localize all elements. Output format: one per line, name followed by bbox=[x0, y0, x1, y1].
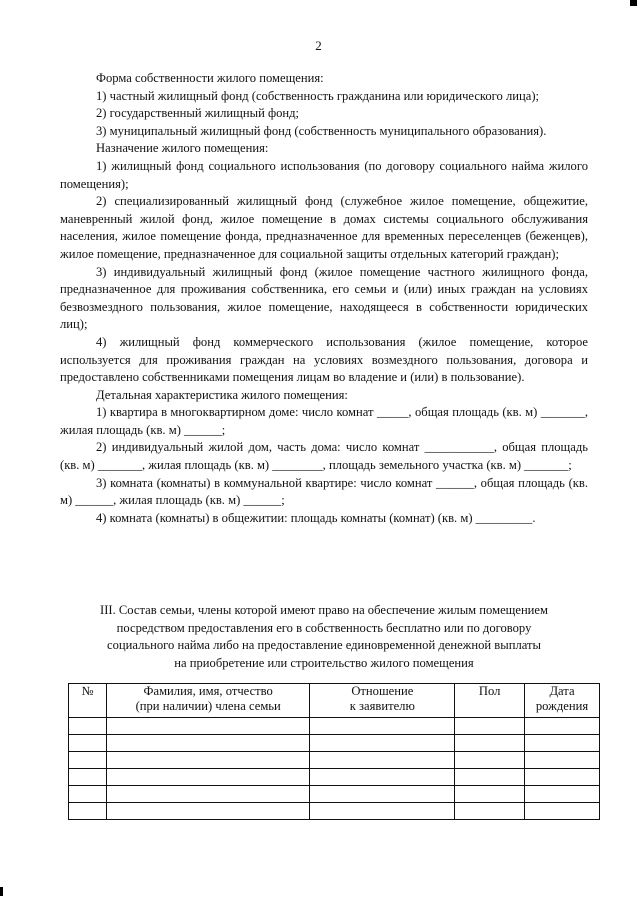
table-cell[interactable] bbox=[455, 735, 525, 752]
table-cell[interactable] bbox=[310, 735, 455, 752]
table-row bbox=[69, 752, 600, 769]
table-row bbox=[69, 786, 600, 803]
table-cell[interactable] bbox=[455, 718, 525, 735]
table-cell[interactable] bbox=[310, 803, 455, 820]
table-header-cell bbox=[525, 684, 600, 718]
table-cell[interactable] bbox=[525, 769, 600, 786]
section-heading-line: социального найма либо на предоставление единовременной денежной выплаты bbox=[107, 638, 541, 652]
table-row bbox=[69, 735, 600, 752]
table-header-cell bbox=[106, 684, 310, 718]
paragraph: 4) комната (комнаты) в общежитии: площадь комнаты (комнат) (кв. м) _________. bbox=[96, 510, 536, 525]
table-row bbox=[69, 769, 600, 786]
paragraph: 2) специализированный жилищный фонд (служебное жилое помещение, общежитие, маневренный жилой фонд, жилое помещение в домах системы социального обслуживания населения, жилое помещение фонда, предназначенное для временных переселенцев (беженцев), жилое помещение, предназначенное для социальной защиты отдельных категорий граждан); bbox=[60, 194, 588, 261]
paragraph: Назначение жилого помещения: bbox=[96, 141, 269, 156]
table-row bbox=[69, 718, 600, 735]
header-line-1: Отношение bbox=[351, 684, 414, 698]
table-cell[interactable] bbox=[69, 786, 107, 803]
section-heading bbox=[60, 602, 588, 672]
scan-mark-bottom-left bbox=[0, 887, 3, 896]
table-cell[interactable] bbox=[69, 803, 107, 820]
table-cell[interactable] bbox=[106, 769, 310, 786]
table-cell[interactable] bbox=[525, 803, 600, 820]
header-line-2: к заявителю bbox=[349, 699, 415, 713]
paragraph: 2) индивидуальный жилой дом, часть дома: число комнат ___________, общая площадь (кв. м) _______, жилая площадь (кв. м) ________, площадь земельного участка (кв. м) _______; bbox=[60, 440, 588, 473]
paragraph: 3) муниципальный жилищный фонд (собственность муниципального образования). bbox=[96, 123, 547, 138]
paragraph: Детальная характеристика жилого помещения: bbox=[96, 387, 348, 402]
table-cell[interactable] bbox=[310, 786, 455, 803]
table-cell[interactable] bbox=[310, 752, 455, 769]
table-cell[interactable] bbox=[69, 735, 107, 752]
section-heading-line: на приобретение или строительство жилого помещения bbox=[174, 655, 474, 670]
table-cell[interactable] bbox=[455, 769, 525, 786]
paragraph: Форма собственности жилого помещения: bbox=[96, 71, 324, 85]
table-cell[interactable] bbox=[525, 786, 600, 803]
paragraph: 1) жилищный фонд социального использования (по договору социального найма жилого помещения); bbox=[60, 158, 588, 191]
header-line-2: (при наличии) члена семьи bbox=[135, 699, 281, 713]
table-body bbox=[69, 718, 600, 820]
scan-mark-top-right bbox=[630, 0, 637, 6]
page-number: 2 bbox=[315, 38, 322, 53]
document-body bbox=[60, 70, 588, 527]
header-line-2: рождения bbox=[535, 699, 589, 713]
header-line-1: № bbox=[81, 684, 94, 698]
section-heading-line: посредством предоставления его в собственность бесплатно или по договору bbox=[116, 620, 532, 635]
table-cell[interactable] bbox=[525, 735, 600, 752]
table-cell[interactable] bbox=[106, 735, 310, 752]
table-cell[interactable] bbox=[106, 786, 310, 803]
table-header-row bbox=[69, 684, 600, 718]
table-cell[interactable] bbox=[69, 769, 107, 786]
table-header-cell bbox=[69, 684, 107, 718]
paragraph: 4) жилищный фонд коммерческого использования (жилое помещение, которое используется для проживания граждан на условиях возмездного пользования, договора и предоставлено собственниками помещения лицам во владение и (или) в пользование). bbox=[60, 334, 588, 385]
table-header-cell bbox=[455, 684, 525, 718]
header-line-1: Фамилия, имя, отчество bbox=[143, 684, 273, 698]
table-row bbox=[69, 803, 600, 820]
table-cell[interactable] bbox=[69, 752, 107, 769]
paragraph: 1) частный жилищный фонд (собственность гражданина или юридического лица); bbox=[96, 88, 540, 103]
table-cell[interactable] bbox=[455, 786, 525, 803]
table-cell[interactable] bbox=[310, 769, 455, 786]
paragraph: 3) индивидуальный жилищный фонд (жилое помещение частного жилищного фонда, предназначенное для проживания собственника, его семьи и (или) иных граждан на условиях безвозмездного пользования, жилое помещение, находящееся в собственности юридических лиц); bbox=[60, 264, 588, 332]
family-members-table bbox=[68, 683, 600, 820]
table-cell[interactable] bbox=[525, 752, 600, 769]
table-cell[interactable] bbox=[310, 718, 455, 735]
table-cell[interactable] bbox=[69, 718, 107, 735]
table-cell[interactable] bbox=[455, 803, 525, 820]
paragraph: 2) государственный жилищный фонд; bbox=[96, 106, 300, 121]
table-cell[interactable] bbox=[525, 718, 600, 735]
table-cell[interactable] bbox=[106, 803, 310, 820]
section-heading-line: III. Состав семьи, члены которой имеют право на обеспечение жилым помещением bbox=[100, 603, 548, 617]
table-header-cell bbox=[310, 684, 455, 718]
paragraph: 1) квартира в многоквартирном доме: число комнат _____, общая площадь (кв. м) _______, жилая площадь (кв. м) ______; bbox=[60, 405, 588, 437]
table-cell[interactable] bbox=[455, 752, 525, 769]
header-line-1: Дата bbox=[549, 684, 575, 698]
header-line-1: Пол bbox=[478, 684, 501, 698]
paragraph: 3) комната (комнаты) в коммунальной квартире: число комнат ______, общая площадь (кв. м) ______, жилая площадь (кв. м) ______; bbox=[60, 475, 588, 508]
table-cell[interactable] bbox=[106, 718, 310, 735]
table-cell[interactable] bbox=[106, 752, 310, 769]
